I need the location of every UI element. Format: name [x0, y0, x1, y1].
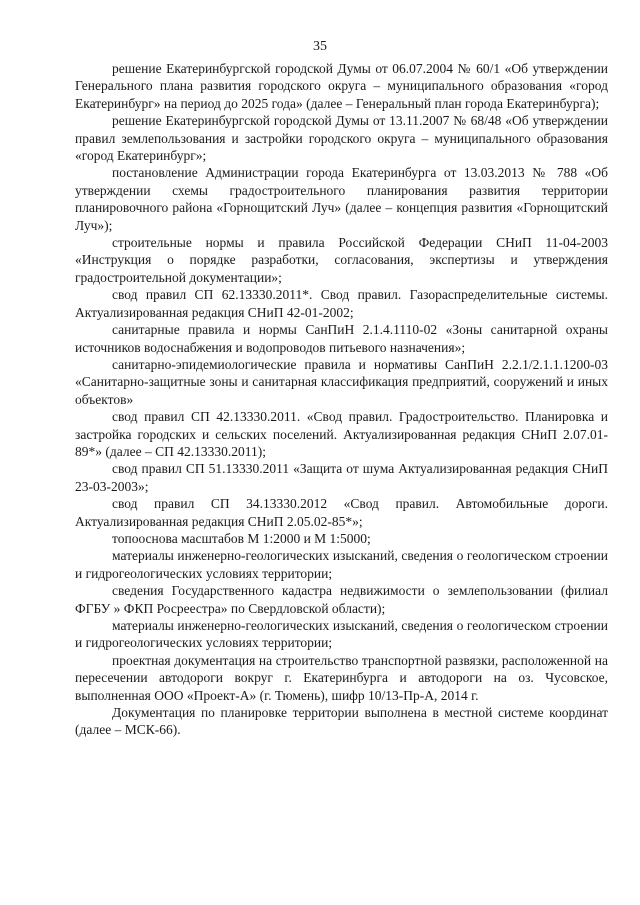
paragraph-sanpin-2-2-1: санитарно-эпидемиологические правила и нормативы СанПиН 2.2.1/2.1.1.1200-03 «Санитарно-защитные зоны и санитарная классификация предприятий, сооружений и иных объектов» [75, 356, 608, 407]
paragraph-snip-11-04-2003: строительные нормы и правила Российской Федерации СНиП 11-04-2003 «Инструкция о порядке разработки, согласования, экспертизы и утверждения градостроительной документации»; [75, 235, 608, 285]
paragraph-sanpin-2-1-4: санитарные правила и нормы СанПиН 2.1.4.1110-02 «Зоны санитарной охраны источников водоснабжения и водопроводов питьевого назначения»; [75, 322, 608, 355]
paragraph-topographic-base: топооснова масштабов М 1:2000 и М 1:5000; [112, 530, 371, 546]
paragraph-sp-34-13330: свод правил СП 34.13330.2012 «Свод правил. Автомобильные дороги. Актуализированная редакция СНиП 2.05.02-85*»; [75, 496, 608, 529]
paragraph-sp-42-13330: свод правил СП 42.13330.2011. «Свод правил. Градостроительство. Планировка и застройка городских и сельских поселений. Актуализированная редакция СНиП 2.07.01-89*» (далее – СП 42.13330.2011); [75, 409, 608, 459]
paragraph-sp-62-13330: свод правил СП 62.13330.2011*. Свод правил. Газораспределительные системы. Актуализированная редакция СНиП 42-01-2002; [75, 287, 608, 320]
paragraph-coordinate-system: Документация по планировке территории выполнена в местной системе координат (далее – МСК-66). [75, 705, 608, 738]
paragraph-sp-51-13330: свод правил СП 51.13330.2011 «Защита от шума Актуализированная редакция СНиП 23-03-2003»; [75, 461, 608, 494]
paragraph-land-use-rules-decision: решение Екатеринбургской городской Думы от 13.11.2007 № 68/48 «Об утверждении правил землепользования и застройки городского округа – муниципального образования «город Екатеринбург»; [75, 113, 608, 164]
paragraph-project-documentation: проектная документация на строительство транспортной развязки, расположенной на пересечении автодороги вокруг г. Екатеринбурга и автодороги на оз. Чусовское, выполненная ООО «Проект-А» (г. Тюмень), шифр 10/13-Пр-А, 2014 г. [75, 652, 608, 703]
document-body [75, 60, 608, 739]
paragraph-geological-surveys-repeat: материалы инженерно-геологических изысканий, сведения о геологическом строении и гидрогеологических условиях территории; [75, 618, 608, 651]
page-number: 35 [313, 39, 327, 54]
paragraph-cadastre-data: сведения Государственного кадастра недвижимости о землепользовании (филиал ФГБУ » ФКП Росреестра» по Свердловской области); [75, 583, 608, 616]
paragraph-geological-surveys: материалы инженерно-геологических изысканий, сведения о геологическом строении и гидрогеологических условиях территории; [75, 548, 608, 581]
paragraph-administration-resolution: постановление Администрации города Екатеринбурга от 13.03.2013 № 788 «Об утверждении схемы градостроительного планирования развития территории планировочного района «Горнощитский Луч» (далее – концепция развития «Горнощитский Луч»); [75, 165, 608, 233]
paragraph-general-plan-decision: решение Екатеринбургской городской Думы от 06.07.2004 № 60/1 «Об утверждении Генерального плана развития городского округа – муниципального образования «город Екатеринбург» на период до 2025 года» (далее – Генеральный план города Екатеринбурга); [75, 61, 608, 111]
